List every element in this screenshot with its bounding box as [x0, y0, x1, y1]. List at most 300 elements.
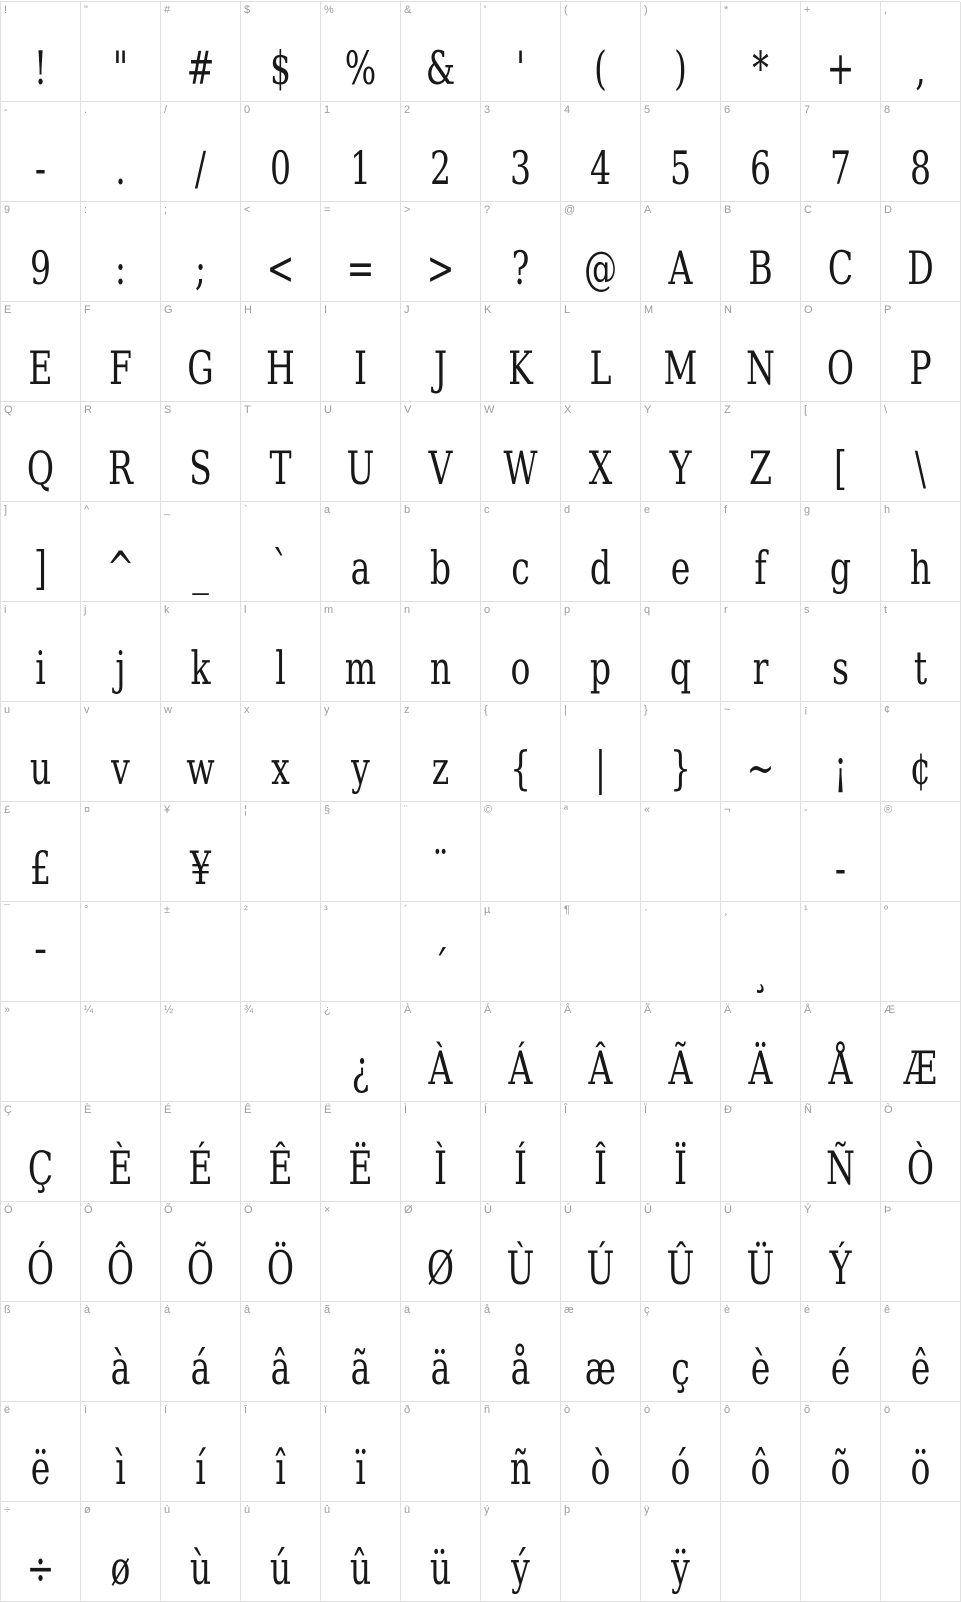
char-code-label: º: [884, 904, 889, 916]
char-code-label: ¼: [84, 1004, 94, 1016]
char-glyph: Î: [593, 1141, 608, 1195]
char-glyph: Q: [26, 441, 55, 495]
char-code-label: ?: [484, 204, 491, 216]
char-cell: [81, 1102, 161, 1202]
char-cell: [241, 1502, 321, 1602]
char-code-label: X: [564, 404, 572, 416]
char-cell: [801, 802, 881, 902]
char-cell: [81, 1502, 161, 1602]
char-glyph: ¥: [189, 841, 212, 895]
char-glyph: P: [909, 341, 932, 395]
char-cell: [161, 502, 241, 602]
char-cell: [801, 2, 881, 102]
char-code-label: 1: [324, 104, 331, 116]
char-cell: [561, 602, 641, 702]
char-glyph: A: [668, 241, 693, 295]
char-cell: [81, 702, 161, 802]
char-glyph: Ï: [673, 1141, 688, 1195]
char-cell: [561, 2, 641, 102]
char-code-label: à: [84, 1304, 91, 1316]
char-cell: [481, 1102, 561, 1202]
char-code-label: Ù: [484, 1204, 492, 1216]
char-code-label: þ: [564, 1504, 571, 1516]
char-glyph: V: [428, 441, 453, 495]
char-code-label: h: [884, 504, 891, 516]
char-glyph: ^: [106, 541, 135, 595]
char-glyph: =: [346, 241, 375, 295]
char-cell: [1, 802, 81, 902]
char-cell: [1, 1202, 81, 1302]
char-glyph: é: [830, 1341, 851, 1395]
char-code-label: ¾: [244, 1004, 254, 1016]
char-code-label: l: [244, 604, 247, 616]
char-cell: [321, 402, 401, 502]
char-cell: [161, 202, 241, 302]
char-glyph: x: [271, 741, 290, 795]
char-code-label: -: [804, 804, 808, 816]
char-glyph: Ö: [266, 1241, 295, 1295]
char-code-label: Ô: [84, 1204, 93, 1216]
char-cell: [81, 602, 161, 702]
char-code-label: C: [804, 204, 812, 216]
char-glyph: Æ: [903, 1041, 938, 1095]
char-glyph: û: [349, 1541, 372, 1595]
char-cell: [881, 2, 961, 102]
char-code-label: `: [244, 504, 248, 516]
char-glyph: Ô: [106, 1241, 135, 1295]
char-glyph: ÿ: [671, 1541, 690, 1595]
char-glyph: Ë: [348, 1141, 373, 1195]
char-code-label: ¦: [244, 804, 247, 816]
char-cell: [241, 1102, 321, 1202]
char-code-label: B: [724, 204, 732, 216]
char-cell: [641, 802, 721, 902]
char-glyph: S: [189, 441, 212, 495]
char-glyph: ,: [915, 41, 926, 95]
char-cell: [81, 502, 161, 602]
char-code-label: 3: [484, 104, 491, 116]
char-glyph: O: [826, 341, 855, 395]
char-code-label: G: [164, 304, 173, 316]
char-glyph: !: [33, 41, 48, 95]
char-glyph: 8: [909, 141, 932, 195]
char-glyph: ø: [110, 1541, 131, 1595]
char-cell: [241, 502, 321, 602]
char-glyph: ù: [189, 1541, 212, 1595]
char-glyph: ~: [746, 741, 775, 795]
char-code-label: 2: [404, 104, 411, 116]
char-cell: [641, 302, 721, 402]
char-code-label: 9: [4, 204, 11, 216]
char-glyph: ã: [350, 1341, 371, 1395]
char-code-label: W: [484, 404, 495, 416]
char-glyph: Ý: [829, 1241, 852, 1295]
char-code-label: |: [564, 704, 567, 716]
char-cell: [1, 502, 81, 602]
char-code-label: è: [724, 1304, 731, 1316]
char-glyph: ö: [910, 1441, 931, 1495]
char-cell: [881, 202, 961, 302]
char-glyph: o: [510, 641, 531, 695]
char-code-label: ß: [4, 1304, 11, 1316]
char-glyph: ): [674, 41, 687, 95]
char-code-label: ç: [644, 1304, 650, 1316]
char-code-label: v: [84, 704, 90, 716]
char-cell: [321, 2, 401, 102]
char-code-label: ª: [564, 804, 569, 816]
char-cell: [801, 902, 881, 1002]
char-cell: [801, 202, 881, 302]
char-glyph: j: [115, 641, 126, 695]
char-code-label: Á: [484, 1004, 492, 1016]
char-cell: [481, 1502, 561, 1602]
char-glyph: ò: [590, 1441, 611, 1495]
char-glyph: y: [351, 741, 370, 795]
char-code-label: Ì: [404, 1104, 408, 1116]
char-glyph: +: [826, 41, 855, 95]
char-code-label: o: [484, 604, 491, 616]
char-cell: [641, 202, 721, 302]
char-cell: [321, 1302, 401, 1402]
char-glyph: É: [188, 1141, 213, 1195]
char-cell: [641, 902, 721, 1002]
char-code-label: ): [644, 4, 648, 16]
char-code-label: <: [244, 204, 251, 216]
char-code-label: ¢: [884, 704, 891, 716]
char-glyph: n: [429, 641, 452, 695]
char-code-label: ²: [244, 904, 248, 916]
char-code-label: û: [324, 1504, 331, 1516]
char-cell: [321, 1202, 401, 1302]
char-code-label: 4: [564, 104, 571, 116]
char-code-label: =: [324, 204, 331, 216]
char-code-label: ¨: [404, 804, 408, 816]
char-cell: [401, 1102, 481, 1202]
char-code-label: °: [84, 904, 89, 916]
char-cell: [1, 202, 81, 302]
char-code-label: ñ: [484, 1404, 491, 1416]
char-glyph: D: [907, 241, 934, 295]
char-cell: [881, 802, 961, 902]
char-code-label: J: [404, 304, 410, 316]
char-cell: [561, 702, 641, 802]
char-code-label: V: [404, 404, 412, 416]
char-code-label: S: [164, 404, 172, 416]
char-code-label: ä: [404, 1304, 411, 1316]
char-cell: [721, 202, 801, 302]
char-cell: [81, 2, 161, 102]
char-code-label: O: [804, 304, 813, 316]
char-code-label: $: [244, 4, 251, 16]
char-glyph: ì: [115, 1441, 126, 1495]
char-glyph: 6: [749, 141, 772, 195]
char-glyph: u: [29, 741, 52, 795]
char-cell: [481, 402, 561, 502]
char-glyph: Z: [748, 441, 773, 495]
char-code-label: ¥: [164, 804, 171, 816]
char-cell: [561, 1102, 641, 1202]
char-code-label: ¬: [724, 804, 731, 816]
char-cell: [721, 1102, 801, 1202]
char-glyph: ç: [671, 1341, 690, 1395]
char-cell: [561, 402, 641, 502]
char-code-label: ´: [404, 904, 408, 916]
char-glyph: Õ: [186, 1241, 215, 1295]
char-glyph: â: [270, 1341, 291, 1395]
char-code-label: Q: [4, 404, 13, 416]
char-glyph: 3: [509, 141, 532, 195]
char-glyph: U: [346, 441, 375, 495]
char-code-label: Ï: [644, 1104, 648, 1116]
char-code-label: w: [164, 704, 172, 716]
char-glyph: m: [344, 641, 377, 695]
char-code-label: Ê: [244, 1104, 252, 1116]
char-code-label: ï: [324, 1404, 328, 1416]
char-code-label: À: [404, 1004, 412, 1016]
char-glyph: ¸: [752, 941, 769, 995]
char-cell: [401, 802, 481, 902]
char-code-label: ø: [84, 1504, 91, 1516]
char-code-label: Ü: [724, 1204, 732, 1216]
char-cell: [881, 402, 961, 502]
char-code-label: +: [804, 4, 811, 16]
char-glyph: ü: [429, 1541, 452, 1595]
char-cell: [401, 102, 481, 202]
char-code-label: Û: [644, 1204, 652, 1216]
char-code-label: /: [164, 104, 168, 116]
char-code-label: !: [4, 4, 8, 16]
char-cell: [321, 1002, 401, 1102]
char-cell: [401, 602, 481, 702]
char-cell: [801, 1202, 881, 1302]
char-glyph: {: [509, 741, 532, 795]
char-glyph: à: [110, 1341, 131, 1395]
char-cell: [241, 1202, 321, 1302]
char-cell: [161, 302, 241, 402]
char-cell: [1, 1402, 81, 1502]
char-code-label: £: [4, 804, 11, 816]
char-code-label: Ë: [324, 1104, 332, 1116]
char-code-label: õ: [804, 1404, 811, 1416]
char-glyph: c: [511, 541, 530, 595]
char-glyph: T: [269, 441, 292, 495]
char-code-label: ³: [324, 904, 328, 916]
char-code-label: ': [484, 4, 487, 16]
char-cell: [481, 1002, 561, 1102]
char-cell: [1, 302, 81, 402]
char-cell: [641, 2, 721, 102]
char-cell: [721, 802, 801, 902]
char-cell: [561, 1202, 641, 1302]
char-cell: [241, 1402, 321, 1502]
char-code-label: Ä: [724, 1004, 732, 1016]
char-glyph: H: [266, 341, 295, 395]
char-cell: [561, 1402, 641, 1502]
char-code-label: á: [164, 1304, 171, 1316]
char-cell: [561, 502, 641, 602]
char-cell: [721, 302, 801, 402]
char-code-label: U: [324, 404, 332, 416]
char-glyph: ë: [30, 1441, 51, 1495]
char-cell: [401, 1002, 481, 1102]
char-code-label: c: [484, 504, 490, 516]
char-code-label: ü: [404, 1504, 411, 1516]
char-glyph: .: [115, 141, 126, 195]
char-glyph: |: [594, 741, 607, 795]
char-code-label: A: [644, 204, 652, 216]
char-code-label: Z: [724, 404, 731, 416]
char-glyph: %: [344, 41, 377, 95]
char-code-label: ,: [884, 4, 888, 16]
char-code-label: y: [324, 704, 330, 716]
char-cell: [641, 1402, 721, 1502]
char-cell: [881, 1202, 961, 1302]
char-cell: [241, 102, 321, 202]
char-code-label: Î: [564, 1104, 568, 1116]
char-cell: [881, 702, 961, 802]
char-cell: [561, 1002, 641, 1102]
char-code-label: .: [84, 104, 88, 116]
char-cell: [721, 402, 801, 502]
char-code-label: ~: [724, 704, 731, 716]
char-cell: [561, 802, 641, 902]
char-cell: [641, 1202, 721, 1302]
char-cell: [721, 702, 801, 802]
char-glyph: B: [748, 241, 773, 295]
char-code-label: \: [884, 404, 888, 416]
char-code-label: *: [724, 4, 729, 16]
char-glyph: q: [669, 641, 692, 695]
char-code-label: ·: [644, 904, 648, 916]
char-code-label: f: [724, 504, 728, 516]
char-glyph: ¨: [432, 841, 449, 895]
char-cell: [641, 1502, 721, 1602]
char-cell: [641, 1102, 721, 1202]
char-cell: [801, 402, 881, 502]
char-cell: [881, 1102, 961, 1202]
char-cell: [801, 1502, 881, 1602]
char-glyph: -: [834, 841, 847, 895]
char-cell: [321, 202, 401, 302]
char-code-label: 5: [644, 104, 651, 116]
char-cell: [881, 502, 961, 602]
char-glyph: g: [829, 541, 852, 595]
char-cell: [161, 1102, 241, 1202]
char-glyph: `: [272, 541, 289, 595]
char-cell: [321, 302, 401, 402]
char-glyph: 0: [269, 141, 292, 195]
char-cell: [481, 702, 561, 802]
char-code-label: :: [84, 204, 88, 216]
char-glyph: >: [426, 241, 455, 295]
char-cell: [801, 602, 881, 702]
char-glyph: ó: [670, 1441, 691, 1495]
char-cell: [401, 1502, 481, 1602]
char-glyph: M: [663, 341, 698, 395]
char-code-label: M: [644, 304, 654, 316]
char-code-label: D: [884, 204, 892, 216]
char-cell: [561, 202, 641, 302]
char-cell: [81, 202, 161, 302]
char-glyph: s: [831, 641, 849, 695]
char-glyph: \: [914, 441, 927, 495]
char-cell: [1, 1302, 81, 1402]
char-glyph: e: [670, 541, 691, 595]
char-code-label: ¯: [4, 904, 11, 916]
char-glyph: *: [752, 41, 769, 95]
char-glyph: _: [192, 541, 209, 595]
char-cell: [161, 702, 241, 802]
char-cell: [801, 1302, 881, 1402]
char-cell: [881, 102, 961, 202]
char-cell: [241, 602, 321, 702]
char-glyph: ú: [269, 1541, 292, 1595]
char-cell: [321, 602, 401, 702]
char-cell: [801, 1002, 881, 1102]
char-cell: [721, 1302, 801, 1402]
char-code-label: ¤: [84, 804, 91, 816]
char-glyph: ]: [34, 541, 47, 595]
char-code-label: Ý: [804, 1204, 812, 1216]
char-code-label: 0: [244, 104, 251, 116]
char-cell: [401, 502, 481, 602]
char-glyph: /: [194, 141, 207, 195]
char-code-label: ÿ: [644, 1504, 650, 1516]
char-code-label: â: [244, 1304, 251, 1316]
char-code-label: Ñ: [804, 1104, 812, 1116]
char-code-label: Æ: [884, 1004, 895, 1016]
char-cell: [481, 2, 561, 102]
char-cell: [81, 1202, 161, 1302]
char-code-label: t: [884, 604, 888, 616]
char-glyph: t: [913, 641, 928, 695]
char-cell: [321, 502, 401, 602]
char-code-label: -: [4, 104, 8, 116]
char-glyph: 9: [29, 241, 52, 295]
char-glyph: -: [34, 141, 47, 195]
char-glyph: r: [752, 641, 769, 695]
char-cell: [161, 1302, 241, 1402]
char-glyph: ¯: [32, 941, 49, 995]
char-glyph: #: [186, 41, 215, 95]
char-code-label: Ã: [644, 1004, 652, 1016]
char-glyph: Å: [828, 1041, 853, 1095]
char-cell: [481, 1402, 561, 1502]
char-cell: [481, 902, 561, 1002]
char-glyph: E: [28, 341, 53, 395]
char-cell: [1, 1502, 81, 1602]
char-code-label: ó: [644, 1404, 651, 1416]
char-code-label: «: [644, 804, 651, 816]
char-code-label: L: [564, 304, 571, 316]
char-glyph: G: [187, 341, 214, 395]
char-code-label: Í: [484, 1104, 488, 1116]
char-cell: [481, 602, 561, 702]
char-cell: [1, 2, 81, 102]
char-code-label: ¡: [804, 704, 808, 716]
char-cell: [161, 1202, 241, 1302]
char-cell: [401, 2, 481, 102]
char-cell: [801, 1102, 881, 1202]
char-cell: [641, 1302, 721, 1402]
char-glyph: Ò: [906, 1141, 935, 1195]
char-cell: [401, 902, 481, 1002]
char-code-label: ý: [484, 1504, 490, 1516]
char-code-label: N: [724, 304, 732, 316]
char-code-label: b: [404, 504, 411, 516]
char-cell: [401, 1302, 481, 1402]
char-glyph: :: [114, 241, 127, 295]
